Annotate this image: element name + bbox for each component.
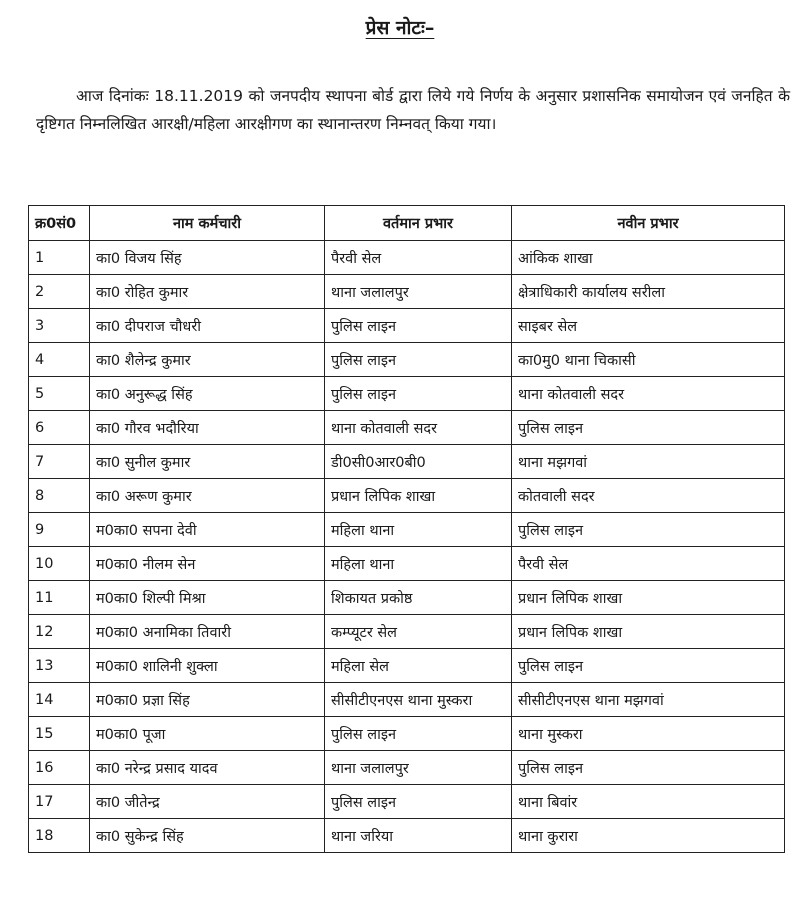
employee-name-cell: म0का0 सपना देवी: [90, 513, 325, 547]
current-charge-cell: प्रधान लिपिक शाखा: [325, 479, 512, 513]
current-charge-cell: शिकायत प्रकोष्ठ: [325, 581, 512, 615]
serial-no-cell: 3: [29, 309, 90, 343]
serial-no-cell: 1: [29, 241, 90, 275]
serial-no-cell: 18: [29, 819, 90, 853]
table-row: [29, 377, 785, 411]
current-charge-cell: पुलिस लाइन: [325, 377, 512, 411]
header-employee-name: नाम कर्मचारी: [90, 206, 325, 241]
serial-no-cell: 2: [29, 275, 90, 309]
employee-name-cell: का0 विजय सिंह: [90, 241, 325, 275]
header-current-charge: वर्तमान प्रभार: [325, 206, 512, 241]
current-charge-cell: थाना जलालपुर: [325, 275, 512, 309]
serial-no-cell: 12: [29, 615, 90, 649]
new-charge-cell: साइबर सेल: [512, 309, 785, 343]
serial-no-cell: 17: [29, 785, 90, 819]
table-row: [29, 615, 785, 649]
table-row: [29, 785, 785, 819]
table-row: [29, 479, 785, 513]
new-charge-cell: प्रधान लिपिक शाखा: [512, 581, 785, 615]
employee-name-cell: म0का0 प्रज्ञा सिंह: [90, 683, 325, 717]
new-charge-cell: थाना कुरारा: [512, 819, 785, 853]
table-row: [29, 717, 785, 751]
employee-name-cell: का0 नरेन्द्र प्रसाद यादव: [90, 751, 325, 785]
employee-name-cell: का0 अरूण कुमार: [90, 479, 325, 513]
employee-name-cell: म0का0 पूजा: [90, 717, 325, 751]
employee-name-cell: का0 रोहित कुमार: [90, 275, 325, 309]
new-charge-cell: कोतवाली सदर: [512, 479, 785, 513]
new-charge-cell: प्रधान लिपिक शाखा: [512, 615, 785, 649]
new-charge-cell: थाना बिवांर: [512, 785, 785, 819]
table-row: [29, 683, 785, 717]
current-charge-cell: थाना कोतवाली सदर: [325, 411, 512, 445]
current-charge-cell: पुलिस लाइन: [325, 343, 512, 377]
page-title-text: प्रेस नोटः–: [365, 17, 435, 39]
employee-name-cell: का0 अनुरूद्ध सिंह: [90, 377, 325, 411]
current-charge-cell: पुलिस लाइन: [325, 717, 512, 751]
new-charge-cell: थाना मझगवां: [512, 445, 785, 479]
employee-name-cell: का0 दीपराज चौधरी: [90, 309, 325, 343]
employee-name-cell: का0 गौरव भदौरिया: [90, 411, 325, 445]
employee-name-cell: म0का0 शालिनी शुक्ला: [90, 649, 325, 683]
current-charge-cell: थाना जरिया: [325, 819, 512, 853]
table-row: [29, 411, 785, 445]
employee-name-cell: का0 शैलेन्द्र कुमार: [90, 343, 325, 377]
table-row: [29, 513, 785, 547]
current-charge-cell: पुलिस लाइन: [325, 785, 512, 819]
employee-name-cell: का0 सुनील कुमार: [90, 445, 325, 479]
current-charge-cell: पुलिस लाइन: [325, 309, 512, 343]
current-charge-cell: डी0सी0आर0बी0: [325, 445, 512, 479]
new-charge-cell: पुलिस लाइन: [512, 649, 785, 683]
table-row: [29, 581, 785, 615]
page-title: [0, 14, 800, 40]
serial-no-cell: 6: [29, 411, 90, 445]
table-body: [29, 241, 785, 853]
new-charge-cell: थाना कोतवाली सदर: [512, 377, 785, 411]
serial-no-cell: 4: [29, 343, 90, 377]
serial-no-cell: 7: [29, 445, 90, 479]
new-charge-cell: पुलिस लाइन: [512, 411, 785, 445]
current-charge-cell: महिला सेल: [325, 649, 512, 683]
serial-no-cell: 14: [29, 683, 90, 717]
current-charge-cell: कम्प्यूटर सेल: [325, 615, 512, 649]
serial-no-cell: 8: [29, 479, 90, 513]
serial-no-cell: 5: [29, 377, 90, 411]
current-charge-cell: महिला थाना: [325, 513, 512, 547]
table-row: [29, 649, 785, 683]
table-row: [29, 445, 785, 479]
header-new-charge: नवीन प्रभार: [512, 206, 785, 241]
employee-name-cell: म0का0 शिल्पी मिश्रा: [90, 581, 325, 615]
serial-no-cell: 15: [29, 717, 90, 751]
new-charge-cell: आंकिक शाखा: [512, 241, 785, 275]
table-row: [29, 241, 785, 275]
table-row: [29, 309, 785, 343]
current-charge-cell: महिला थाना: [325, 547, 512, 581]
new-charge-cell: क्षेत्राधिकारी कार्यालय सरीला: [512, 275, 785, 309]
new-charge-cell: सीसीटीएनएस थाना मझगवां: [512, 683, 785, 717]
serial-no-cell: 9: [29, 513, 90, 547]
current-charge-cell: पैरवी सेल: [325, 241, 512, 275]
table-row: [29, 343, 785, 377]
employee-name-cell: म0का0 अनामिका तिवारी: [90, 615, 325, 649]
current-charge-cell: सीसीटीएनएस थाना मुस्करा: [325, 683, 512, 717]
table-row: [29, 819, 785, 853]
new-charge-cell: पैरवी सेल: [512, 547, 785, 581]
new-charge-cell: थाना मुस्करा: [512, 717, 785, 751]
serial-no-cell: 13: [29, 649, 90, 683]
transfer-table: [28, 205, 785, 853]
employee-name-cell: का0 सुकेन्द्र सिंह: [90, 819, 325, 853]
serial-no-cell: 11: [29, 581, 90, 615]
new-charge-cell: पुलिस लाइन: [512, 513, 785, 547]
employee-name-cell: म0का0 नीलम सेन: [90, 547, 325, 581]
table-row: [29, 751, 785, 785]
header-serial-no: क्र0सं0: [29, 206, 90, 241]
current-charge-cell: थाना जलालपुर: [325, 751, 512, 785]
table-row: [29, 547, 785, 581]
employee-name-cell: का0 जीतेन्द्र: [90, 785, 325, 819]
new-charge-cell: का0मु0 थाना चिकासी: [512, 343, 785, 377]
serial-no-cell: 10: [29, 547, 90, 581]
table-row: [29, 275, 785, 309]
intro-paragraph: आज दिनांकः 18.11.2019 को जनपदीय स्थापना बोर्ड द्वारा लिये गये निर्णय के अनुसार प्रशासनिक समायोजन एवं जनहित के दृष्टिगत निम्नलिखित आरक्षी/महिला आरक्षीगण का स्थानान्तरण निम्नवत् किया गया।: [36, 87, 790, 133]
table-header-row: [29, 206, 785, 241]
serial-no-cell: 16: [29, 751, 90, 785]
new-charge-cell: पुलिस लाइन: [512, 751, 785, 785]
